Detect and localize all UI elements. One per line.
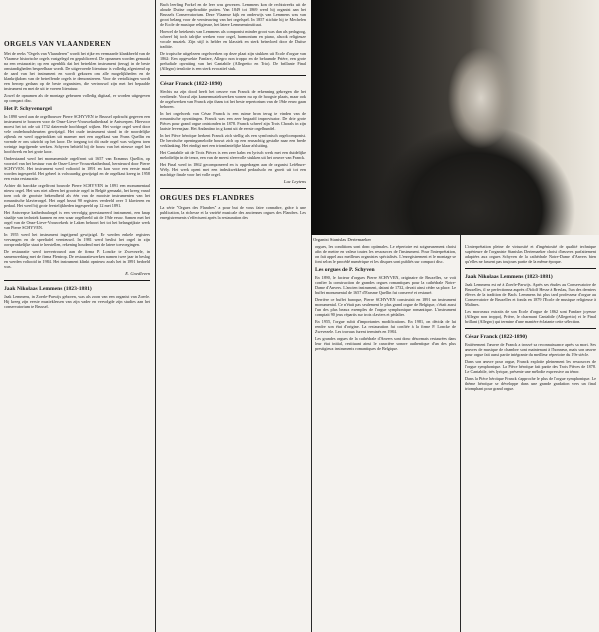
paragraph: Onderstaand werd het monumentale orgelfront uit 1657 van Erasmus Quellin, op voorstel van het bestuur van de Onze-Lieve-Vrouwekathedraal, hernieuwd door Pierre SCHYVEN. Het instrument werd voltooid in 1891 en kon voor een eerste maal worden ingespeeld. Het gebeel is volwaardig gewijzigd en de orgelkast kreeg in 1958 een extra restauratie. — [4, 156, 150, 181]
divider — [465, 328, 596, 329]
paragraph: La série "Orgues des Flandres" a pour but de vous faire connaître, grâce à une publication, la richesse et la variété musicale des anciennes orgues des Flandres. Les enregistrements s'effectuent après la restauration des — [160, 205, 306, 220]
paragraph: L'interprétation pleine de virtuosité et d'ingéniosité de qualité technique supérieure de l'organiste Stanislas Deriemaeker choisi d'œuvres parfaitement adaptées aux orgues Schyven de la cathédrale Notre-Dame d'Anvers bien qu'elles ne fassent pas toujours partie de la même époque. — [465, 244, 596, 264]
paragraph: Les grandes orgues de la cathédrale d'Anvers sont donc désormais restaurées dans leur état initial, restituant ainsi le caractère sonore authentique d'un des plus prestigieux instruments romantiques de Belgique. — [315, 336, 456, 351]
photo-caption: Organist Stanislas Deriemaeker — [313, 237, 372, 242]
section-heading: Les orgues de P. Schyven — [315, 267, 375, 273]
paragraph: In 1890 werd aan de orgelbouwer Pierre SCHYVEN te Brussel opdracht gegeven een instrument te bouwen voor de Onze-Lieve-Vrouwekathedraal te Antwerpen. Hiervoor moest het tot ode uit 1732 daterende hoofdorgel wijken. Het vorige orgel werd door vele onderhoudsbeurten gewijzigd. Het oude instrument stond in de noordelijke zijbeuk en werd opgetrokken uit marmer met een orgelkast van Frans Quellin en vormde er ons uitzicht op het koor. De toegang tot dit oude orgel was volgens toen weinige ingrijpende werken. Schyven behield bij de bouw van het nieuwe orgel het hoofdwerk en het grote koor. — [4, 114, 150, 154]
paragraph: Les morceaux extraits de son Ecole d'orgue de 1862 sont Fanfare joyeuse (Allegro non troppo), Prière, le charmant Cantabile (Allegretto) et le Final brillant (Allegro) qui termine d'une manière éclatante cette sélection. — [465, 309, 596, 324]
paragraph: De tropische uitgelezen orgelwerken op deze plaat zijn stukken uit Ecole d'orgue van 1862: Een opgewekte Fanfare, Allegro non troppo en de befaamde Prière, een grote preludiale opvatting van het Cantabile (Allegretto en Trio). De brillante Final (Allegro) tenslotte is een sterk evocatief stuk. — [160, 51, 306, 71]
column-rule — [155, 0, 156, 632]
author-signature: E. Goedleven — [125, 271, 150, 276]
section-title: ORGELS VAN VLAANDEREN — [4, 40, 112, 48]
column-3 — [315, 244, 456, 632]
author-signature: Luc Leytens — [283, 179, 306, 184]
paragraph: Dans son œuvre pour orgue, Franck exploite pleinement les ressources de l'orgue symphonique. La Pièce héroïque fait partie des Trois Pièces de 1878. Le Cantabile, très lyrique, présente une mélodie expressive au ténor. — [465, 359, 596, 374]
section-heading: César Franck (1822-1890) — [465, 334, 528, 340]
paragraph: En 1890, le facteur d'orgues Pierre SCHYVEN, originaire de Bruxelles, se voit confier la construction de grandes orgues romantiques pour la cathédrale Notre-Dame d'Anvers. L'ancien instrument, datant de 1732, devait ainsi céder sa place. Le buffet monumental de 1657 d'Erasme Quellin fut conservé et restauré. — [315, 275, 456, 295]
paragraph: orgues, les conditions sont donc optimales. Le répertoire est soigneusement choisi afin de mettre en valeur toutes les ressources de l'instrument. Pour l'interprétation, on fait appel aux meilleurs organistes spécialisés. L'enregistrement et le montage se font selon le procédé numérique et les disques sont publiés sur compact disc. — [315, 244, 456, 264]
paragraph: Het Final werd in 1862 gecomponeerd en is opgedragen aan de organist Lefébure-Wély. Het werk opent met een indrukwekkend pedaalsolo en groeit uit tot een machtige finale voor het volle orgel. — [160, 162, 306, 177]
paragraph: Hoewel de betekenis van Lemmens als componist minder groot was dan als pedagoog, schreef hij toch talrijke werken voor orgel, harmonium en piano, alsook religieuze vocale muziek. Zijn stijl is helder en klassiek en sterk beïnvloed door de Duitse traditie. — [160, 29, 306, 49]
divider — [4, 280, 150, 281]
section-heading: Jaak Nikolaas Lemmens (1823-1881) — [4, 286, 92, 292]
section-heading: César Franck (1822-1890) — [160, 81, 223, 87]
paragraph: Het Antwerpse kathedraalorgel is een vervolgig gerestaureerd instrument, een knap staaltje van techniek kunnen en een waar orgelbeeld uit de 19de eeuw. Samen met het orgel van de Onze-Lieve-Vrouwekerk te Laken behoort het tot het belangrijkste werk van Pierre SCHYVEN. — [4, 210, 150, 230]
divider — [160, 75, 306, 76]
column-2 — [160, 2, 306, 632]
column-1 — [4, 40, 150, 632]
paragraph: Met de reeks "Orgels van Vlaanderen" wordt het rijke en vermaarde klankbeeld van de Vlaamse historische orgels vastgelegd en gepubliceerd. De opnamen worden gemaakt na een restauratie; op een ogenblik dat het betreklen instrument (terug) in de beste omstandigheden bespeelbaar wordt. De uitgevoerde literatuur is volledig afgestemd op de aard van het instrument en wordt gekozen om alle mogelijkheden en de klankrijkdom van de betreffende orgels te demonstreren. Voor de vertolkingen wordt een beroep gedaan op de beste organisten, die vertrouwd zijn met het bepaalde instrument en met de uit te voeren literatuur. — [4, 51, 150, 91]
paragraph: Zowel de opnamen als de montage gebeuren volledig digitaal, er worden uitgegeven op compact disc. — [4, 93, 150, 103]
section-heading: Het P. Schyvenorgel — [4, 106, 52, 112]
divider — [160, 188, 306, 189]
paragraph: Achter dit barokke orgelfront bouwde Pierre SCHYVEN in 1891 een monumentaal nieuw orgel. Het was niet alleen het grootste orgel in België gemaakt, het kreeg vanaf toen ook de grootste bekendheid als één van de mooiste instrumenten van het romantische klavierorgel. Het orgel bezat 90 registers verdeeld over 3 klavieren en pedaal. Het werd bij grote feestelijkheden ingespeeld op 12 mei 1891. — [4, 183, 150, 208]
paragraph: En 1955, l'orgue subit d'importantes modifications. En 1981, on décida de lui rendre son état d'origine. La restauration fut confiée à la firme P. Loncke de Zwevezele. Les travaux furent terminés en 1984. — [315, 319, 456, 334]
paragraph: Derrière ce buffet baroque, Pierre SCHYVEN construisit en 1891 un instrument monumental. Ce n'était pas seulement le plus grand orgue de Belgique, c'était aussi l'un des plus beaux exemples de l'orgue symphonique romantique. L'instrument comptait 90 jeux répartis sur trois claviers et pédalier. — [315, 297, 456, 317]
organist-photo — [311, 0, 599, 235]
paragraph: Entièrement l'œuvre de Franck a trouvé sa reconnaissance après sa mort. Ses œuvres de musique de chambre sont maintenant à l'honneur, mais son œuvre pour orgue fait aussi partie intégrante du meilleur répertoire du 19e siècle. — [465, 342, 596, 357]
paragraph: Het Cantabile uit de Trois Pièces is een zeer kalm en lyrisch werk met een duidelijke melodielijn in de tenor, een van de meest sfeervolle stukken uit het oeuvre van Franck. — [160, 150, 306, 160]
column-4 — [465, 244, 596, 632]
divider — [465, 268, 596, 269]
paragraph: In 1955 werd het instrument ingrijpend gewijzigd. Er werden enkele registers vervangen en de speeltafel vernieuwd. In 1981 werd beslist het orgel in zijn oorspronkelijke staat te herstellen, rekening houdend met de latere toevoegingen. — [4, 232, 150, 247]
paragraph: Dans la Pièce héroïque Franck s'approche le plus de l'orgue symphonique. Le thème héroïque se développe dans une grande gradation vers un final triomphant pour grand orgue. — [465, 376, 596, 391]
paragraph: In het Pièce héroïque herkent Franck zich stellig als een symfonisch orgelcomponist. De heroïsche openingsmelodie bouwt zich op een reusachtig gestalte naar een brede verklanking. Het eindigt met een triomfantelijke klaar afsluiting. — [160, 133, 306, 148]
paragraph: Slechts na zijn dood heeft het oeuvre van Franck de erkenning gekregen die het verdiende. Vooral zijn kamermuziekwerken wonen nu op de hoogste plaats, maar ook de orgelwerken van Franck zijn thans tot het beste repertorium van de 19de eeuw gaan behoren. — [160, 89, 306, 109]
section-heading: Jaak Nikolaas Lemmens (1823-1881) — [465, 274, 553, 280]
paragraph: Bach leerling Forkel en de leer was gewezen. Lemmens kon de rechtstreeks uit de aloude Duitse orgeltraditie putten. Van 1849 tot 1869 werd hij organist aan het Brussels Conservatorium. Deze Vlaamse kijk en onderwijs van Lemmens was van groot belang voor de vernieuwing van het orgelspel. In 1857 stichtte hij te Mechelen de Ecole de musique religieuse, het latere Lemmensinstituut. — [160, 2, 306, 27]
paragraph: In het orgelwerk van César Franck is een ruime bron terug te vinden van de romantische opvattingen. Franck was een zeer begaafd improvisator. De drie grote Pièces pour grand orgue ontstonden in 1878. Franck schreef zijn Trois Chorals in zijn laatste levensjaar. Het Andantino in g komt uit de eerste orgelbundel. — [160, 111, 306, 131]
section-title: ORGUES DES FLANDRES — [160, 194, 255, 202]
paragraph: Jaak Lemmens est né à Zoerle-Parwijs. Après ses études au Conservatoire de Bruxelles, il se perfectionna auprès d'Adolf Hesse à Breslau, l'un des derniers élèves de la tradition de Bach. Lemmens fut plus tard professeur d'orgue au Conservatoire de Bruxelles et fonda en 1879 l'Ecole de musique religieuse à Malines. — [465, 282, 596, 307]
paragraph: De restauratie werd toevertrouwd aan de firma P. Loncke te Zwevezele, in samenwerking met de firma Flentrop. De restauratiewerken namen twee jaar in beslag en werden voltooid in 1984. Het instrument klinkt opnieuw zoals het in 1891 bedoeld was. — [4, 249, 150, 269]
paragraph: Jaak Lemmens, in Zoerle-Parwijs geboren, was als zoon van een organist van Zoerle. Hij kreeg zijn eerste muzieklessen van zijn vader en vervolgde zijn studies aan het conservatorium te Brussel. — [4, 294, 150, 309]
